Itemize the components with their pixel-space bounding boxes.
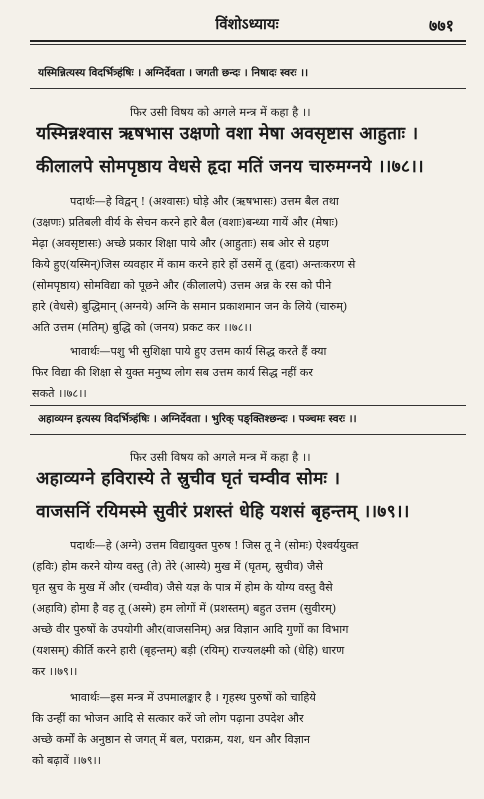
verse-78-padarth-line: मेढ़ा (अवसृष्टासः) अच्छे प्रकार शिक्षा पाये और (आहुताः) सब ओर से ग्रहण <box>32 237 329 250</box>
verse-79-bhavarth-line: भावार्थः—इस मन्त्र में उपमालङ्कार है । गृहस्थ पुरुषों को चाहिये <box>70 691 316 704</box>
section-rule-top <box>30 405 466 406</box>
verse-78-padarth-line: हारे (वेधसे) बुद्धिमान् (अग्नये) अग्नि के समान प्रकाशमान जन के लिये (चारुम्) <box>32 300 348 313</box>
verse-78-intro: फिर उसी विषय को अगले मन्त्र में कहा है ।। <box>130 105 311 119</box>
verse-78-padarth-line: अति उत्तम (मतिम्) बुद्धि को (जनय) प्रकट कर ।।७८।। <box>32 321 253 334</box>
page-header <box>30 12 464 40</box>
verse-78-mantra-line: कीलालपे सोमपृष्ठाय वेधसे हृदा मतिं जनय चारुमग्नये ।।७८।। <box>36 157 424 177</box>
verse-78-bhavarth-line: सकते ।।७८।। <box>32 387 87 400</box>
verse-78-meta: यस्मिन्नित्यस्य विदर्भित्र्हंषिः । अग्निर्देवता । जगती छन्दः । निषादः स्वरः ।। <box>38 67 309 79</box>
meta-rule-79 <box>30 434 466 435</box>
verse-78-padarth-line: (उक्षणः) प्रतिबली वीर्य के सेचन करने हारे बैल (वशाः)बन्ध्या गायें और (मेषाः) <box>32 216 339 229</box>
verse-78-bhavarth-line: फिर विद्या की शिक्षा से युक्त मनुष्य लोग सब उत्तम कार्य सिद्ध नहीं कर <box>32 366 313 379</box>
verse-79-meta: अहाव्यग्न इत्यस्य विदर्भित्र्हंषिः । अग्निर्देवता । भुरिक् पङ्क्तिश्छन्दः । पञ्चमः स्वरः ।। <box>38 413 357 425</box>
verse-79-mantra-line: अहाव्यग्ने हविरास्ये ते स्रुचीव घृतं चम्वीव सोमः । <box>36 469 341 489</box>
verse-79-padarth-line: पदार्थः—हे (अग्ने) उत्तम विद्यायुक्त पुरुष ! जिस तू ने (सोमः) ऐश्वर्ययुक्त <box>70 539 359 552</box>
verse-79-padarth-line: (यशसम्) कीर्ति करने हारी (बृहन्तम्) बड़ी (रयिम्) राज्यलक्ष्मी को (धेहि) धारण <box>32 644 345 657</box>
chapter-title: विंशोऽध्यायः <box>215 15 279 33</box>
verse-78-padarth-line: किये हुए(यस्मिन्)जिस व्यवहार में काम करने हारे हों उसमें तू (हृदा) अन्तःकरण से <box>32 258 356 271</box>
verse-78-bhavarth-line: भावार्थः—पशु भी सुशिक्षा पाये हुए उत्तम कार्य सिद्ध करते हैं क्या <box>70 345 327 358</box>
verse-79-padarth-line: अच्छे वीर पुरुषों के उपयोगी और(वाजसनिम्) अन्न विज्ञान आदि गुणों का विभाग <box>32 623 349 636</box>
verse-79-padarth-line: कर ।।७९।। <box>32 665 78 678</box>
header-rule <box>30 40 466 42</box>
verse-78-mantra-line: यस्मिन्नश्वास ऋषभास उक्षणो वशा मेषा अवसृष्टास आहुताः । <box>36 124 419 144</box>
verse-79-padarth-line: (हविः) होम करने योग्य वस्तु (ते) तेरे (आस्ये) मुख में (घृतम्, स्रुचीव) जैसे <box>32 560 323 573</box>
header-rule-thin <box>30 44 466 45</box>
verse-78-padarth-line: पदार्थः—हे विद्वन् ! (अश्वासः) घोड़े और (ऋषभासः) उत्तम बैल तथा <box>70 195 339 208</box>
verse-79-bhavarth-line: कि उन्हीं का भोजन आदि से सत्कार करें जो लोग पढ़ाना उपदेश और <box>32 712 304 725</box>
verse-79-padarth-line: (अहावि) होमा है वह तू (अस्मे) हम लोगों में (प्रशस्तम्) बहुत उत्तम (सुवीरम्) <box>32 602 337 615</box>
verse-79-bhavarth-line: अच्छे कर्मों के अनुष्ठान से जगत् में बल, पराक्रम, यश, धन और विज्ञान <box>32 733 310 746</box>
verse-78-padarth-line: (सोमपृष्ठाय) सोमविद्या को पूछने और (कीलालपे) उत्तम अन्न के रस को पीने <box>32 279 332 292</box>
verse-79-padarth-line: घृत स्रुच के मुख में और (चम्वीव) जैसे यज्ञ के पात्र में होम के योग्य वस्तु वैसे <box>32 581 333 594</box>
page-number: ७७१ <box>429 16 454 35</box>
meta-rule-78 <box>30 88 466 89</box>
verse-79-bhavarth-line: को बढ़ावें ।।७९।। <box>32 754 102 767</box>
verse-79-mantra-line: वाजसनिं रयिमस्मे सुवीरं प्रशस्तं धेहि यशसं बृहन्तम् ।।७९।। <box>36 502 410 522</box>
verse-79-intro: फिर उसी विषय को अगले मन्त्र में कहा है ।। <box>130 450 311 464</box>
